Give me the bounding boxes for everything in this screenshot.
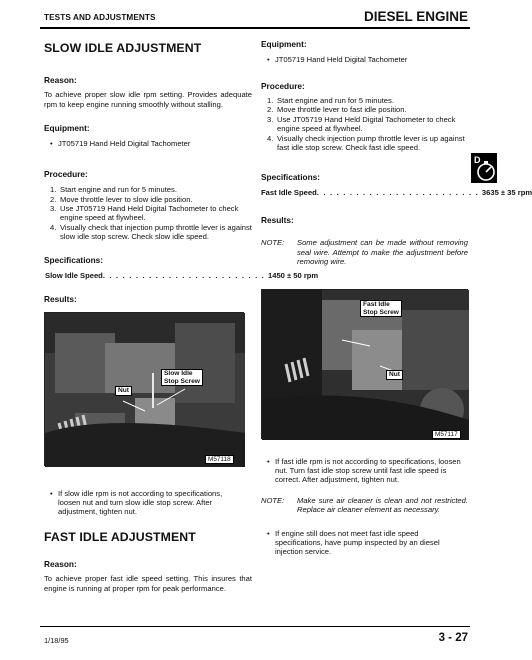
list-item: • If engine still does not meet fast idle speed specifications, have pump inspected by an diesel injection service. xyxy=(261,529,468,556)
list-item: 4. Visually check that injection pump throttle lever is against slow idle stop screw. Check slow idle speed. xyxy=(50,222,252,242)
spec-value: 3635 ± 35 rpm xyxy=(481,188,532,198)
slow-idle-result-list xyxy=(44,489,244,516)
fast-idle-result-list-2 xyxy=(261,529,468,556)
header-section-title: TESTS AND ADJUSTMENTS xyxy=(44,13,156,22)
fast-idle-photo-code: M57117 xyxy=(432,430,461,439)
note-text: Make sure air cleaner is clean and not restricted. Replace air cleaner element as necessary. xyxy=(297,496,468,515)
tachometer-icon xyxy=(471,153,497,183)
fast-idle-note-2 xyxy=(261,496,468,515)
right-column xyxy=(261,37,532,267)
list-item: 3. Use JT05719 Hand Held Digital Tachometer to check engine speed at flywheel. xyxy=(50,204,239,223)
slow-idle-photo-code: M57118 xyxy=(205,455,234,464)
list-item: 2. Move throttle lever to slow idle position. xyxy=(50,194,193,204)
fast-idle-specifications-heading: Specifications: xyxy=(261,172,321,183)
spec-label: Slow Idle Speed xyxy=(45,270,103,280)
slow-idle-spec-row: Slow Idle Speed . . . . . . . . . . . . . . . . . . . . . . . . . 1450 ± 50 rpm xyxy=(45,270,319,280)
fast-idle-steps xyxy=(261,96,468,152)
fast-idle-spec-row: Fast Idle Speed . . . . . . . . . . . . . . . . . . . . . . . . . 3635 ± 35 rpm xyxy=(261,188,532,198)
slow-idle-screw-callout: Slow Idle Stop Screw xyxy=(161,369,203,386)
slow-idle-reason-text: To achieve proper slow idle rpm setting. Provides adequate rpm to keep engine running smoothly without stalling. xyxy=(44,90,252,109)
slow-idle-procedure-heading: Procedure: xyxy=(44,169,88,180)
fast-idle-results-block xyxy=(261,457,468,556)
spec-value: 1450 ± 50 rpm xyxy=(268,270,319,280)
list-item: 4. Visually check injection pump throttle lever is up against fast idle stop screw. Check fast idle speed. xyxy=(267,133,465,153)
slow-idle-steps xyxy=(44,185,252,241)
note-key: NOTE: xyxy=(261,238,285,248)
page-number: 3 - 27 xyxy=(438,632,468,644)
fast-idle-screw-callout: Fast Idle Stop Screw xyxy=(360,300,402,317)
slow-idle-photo xyxy=(44,312,244,466)
note-text: Some adjustment can be made without removing seal wire. Attempt to make the adjustment before removing wire. xyxy=(297,238,468,267)
note-key: NOTE: xyxy=(261,496,285,505)
header-chapter-title: DIESEL ENGINE xyxy=(363,9,468,24)
svg-text:D: D xyxy=(474,155,481,165)
footer-rule xyxy=(40,626,470,627)
slow-idle-equipment-list xyxy=(44,139,252,148)
fast-idle-reason-text: To achieve proper fast idle speed setting. This insures that engine is running at proper rpm for peak performance. xyxy=(44,574,252,593)
list-item: • If slow idle rpm is not according to specifications, loosen nut and turn slow idle stop screw. After adjustment, tighten nut. xyxy=(44,489,244,516)
fast-idle-results-heading: Results: xyxy=(261,215,294,226)
footer-date: 1/18/95 xyxy=(44,636,69,645)
fast-idle-procedure-heading: Procedure: xyxy=(261,81,305,91)
fast-idle-reason-heading: Reason: xyxy=(44,559,77,569)
fast-idle-equipment-list xyxy=(261,55,468,64)
slow-idle-reason-heading: Reason: xyxy=(44,75,77,85)
slow-idle-title: SLOW IDLE ADJUSTMENT xyxy=(44,41,202,55)
fast-idle-equipment-heading: Equipment: xyxy=(261,39,307,49)
slow-idle-nut-callout: Nut xyxy=(115,386,132,396)
fast-idle-photo xyxy=(261,289,468,439)
fast-idle-nut-callout: Nut xyxy=(386,370,403,380)
list-item: 3. Use JT05719 Hand Held Digital Tachometer to check engine speed at flywheel. xyxy=(267,114,456,134)
slow-idle-specifications-heading: Specifications: xyxy=(44,254,104,265)
list-item: 1. Start engine and run for 5 minutes. xyxy=(267,96,394,105)
list-item: • JT05719 Hand Held Digital Tachometer xyxy=(44,139,252,148)
header-rule xyxy=(40,27,470,29)
slow-idle-equipment-heading: Equipment: xyxy=(44,123,90,134)
fast-idle-note-1 xyxy=(261,238,468,266)
fast-idle-result-list-1 xyxy=(261,457,468,484)
spec-label: Fast Idle Speed xyxy=(261,188,317,198)
list-item: • JT05719 Hand Held Digital Tachometer xyxy=(261,55,468,64)
list-item: 2. Move throttle lever to fast idle position. xyxy=(267,105,407,115)
list-item: 1. Start engine and run for 5 minutes. xyxy=(50,185,177,195)
list-item: • If fast idle rpm is not according to specifications, loosen nut. Turn fast idle stop screw until fast idle speed is correct. After adjustment, tighten nut. xyxy=(261,457,468,484)
engine-photo-illustration xyxy=(45,313,245,467)
slow-idle-results-heading: Results: xyxy=(44,293,77,304)
fast-idle-title: FAST IDLE ADJUSTMENT xyxy=(44,530,196,544)
fast-idle-left-block xyxy=(44,530,252,593)
